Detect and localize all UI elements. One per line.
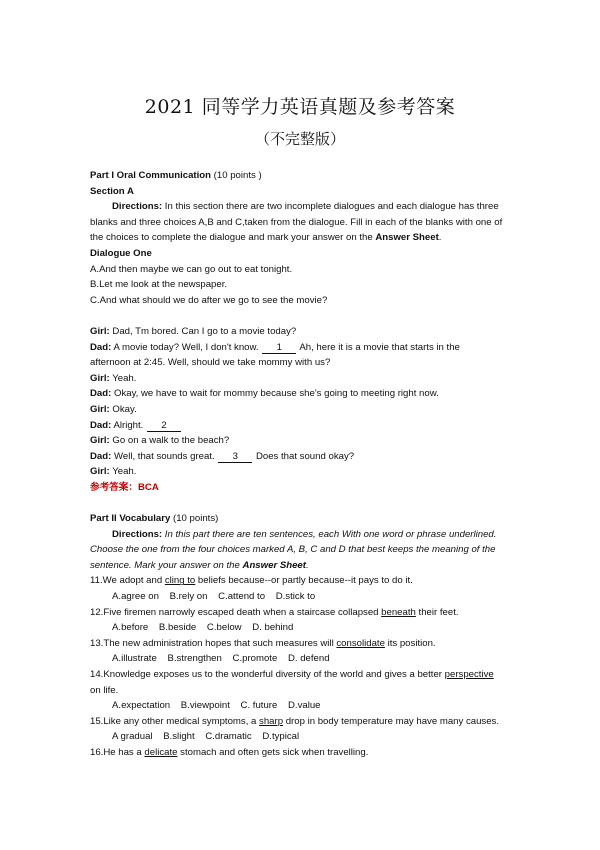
part1-directions-line: Directions: In this section there are two incomplete dialogues and each dialogue has three bbox=[112, 201, 499, 213]
part2-directions-line: Directions: In this part there are ten sentences, each With one word or phrase underlined. bbox=[112, 528, 497, 540]
dialogue-line: Dad: Okay, we have to wait for mommy because she's going to meeting right now. bbox=[90, 388, 439, 400]
underlined-term: beneath bbox=[381, 606, 416, 618]
part1-heading: Part I Oral Communication (10 points ) bbox=[90, 170, 262, 181]
underlined-term: perspective bbox=[444, 669, 494, 680]
part1-answer: 参考答案：BCA bbox=[90, 481, 159, 493]
question-14-options: A.expectation B.viewpoint C. future D.value bbox=[112, 700, 321, 712]
part1-directions-line: blanks and three choices A,B and C,taken from the dialogue. Fill in each of the blanks with one of bbox=[90, 216, 503, 228]
dialogue-line: afternoon at 2:45. Well, should we take mommy with us? bbox=[90, 357, 331, 369]
question-12: 12.Five firemen narrowly escaped death when a staircase collapsed beneath their feet. bbox=[90, 606, 459, 618]
page-title: 2021 同等学力英语真题及参考答案 bbox=[144, 96, 456, 118]
dialogue-one-heading: Dialogue One bbox=[90, 247, 152, 259]
dialogue-line: Girl: Yeah. bbox=[90, 372, 137, 384]
choice-c: C.And what should we do after we go to see the movie? bbox=[90, 294, 328, 306]
question-11-options: A.agree on B.rely on C.attend to D.stick to bbox=[112, 591, 316, 603]
dialogue-line: Girl: Go on a walk to the beach? bbox=[90, 435, 230, 447]
question-16: 16.He has a delicate stomach and often gets sick when travelling. bbox=[90, 746, 369, 758]
question-15: 15.Like any other medical symptoms, a sharp drop in body temperature may have many causes. bbox=[90, 715, 500, 727]
underlined-term: cling to bbox=[164, 575, 196, 587]
dialogue-line: Dad: Alright. 2 bbox=[90, 418, 510, 434]
section-a-heading: Section A bbox=[90, 185, 134, 197]
choice-a: A.And then maybe we can go out to eat tonight. bbox=[90, 263, 293, 275]
question-14-cont: on life. bbox=[90, 684, 119, 696]
part2-directions-line: Choose the one from the four choices marked A, B, C and D that best keeps the meaning of the bbox=[90, 544, 496, 556]
part1-directions-line: the choices to complete the dialogue and mark your answer on the Answer Sheet. bbox=[90, 232, 442, 244]
question-12-options: A.before B.beside C.below D. behind bbox=[112, 622, 294, 634]
dialogue-line: Dad: A movie today? Well, I don't know. 1 Ah, here it is a movie that starts in the bbox=[90, 341, 460, 353]
blank-1: 1 bbox=[262, 342, 296, 354]
blank-2: 2 bbox=[147, 420, 181, 432]
underlined-term: consolidate bbox=[336, 637, 385, 649]
blank-3: 3 bbox=[218, 451, 252, 463]
question-14: 14.Knowledge exposes us to the wonderful diversity of the world and gives a better perspective bbox=[90, 669, 494, 680]
dialogue-line: Girl: Okay. bbox=[90, 403, 137, 415]
question-15-options: A gradual B.slight C.dramatic D.typical bbox=[112, 731, 300, 743]
question-13-options: A.illustrate B.strengthen C.promote D. defend bbox=[112, 653, 330, 665]
underlined-term: sharp bbox=[259, 715, 284, 727]
question-11: 11.We adopt and cling to beliefs because--or partly because--it pays to do it. bbox=[90, 575, 413, 587]
document-body bbox=[90, 168, 510, 761]
underlined-term: delicate bbox=[144, 746, 178, 758]
page-subtitle: （不完整版） bbox=[254, 130, 345, 148]
dialogue-line: Girl: Yeah. bbox=[90, 466, 137, 478]
dialogue-line: Dad: Well, that sounds great. 3 Does that sound okay? bbox=[90, 450, 355, 462]
choice-b: B.Let me look at the newspaper. bbox=[90, 279, 228, 291]
question-13: 13.The new administration hopes that such measures will consolidate its position. bbox=[90, 637, 436, 649]
part2-heading: Part II Vocabulary (10 points) bbox=[90, 513, 219, 525]
part2-directions-line: sentence. Mark your answer on the Answer Sheet. bbox=[90, 559, 309, 571]
dialogue-line: Girl: Dad, Tm bored. Can I go to a movie today? bbox=[90, 325, 297, 337]
